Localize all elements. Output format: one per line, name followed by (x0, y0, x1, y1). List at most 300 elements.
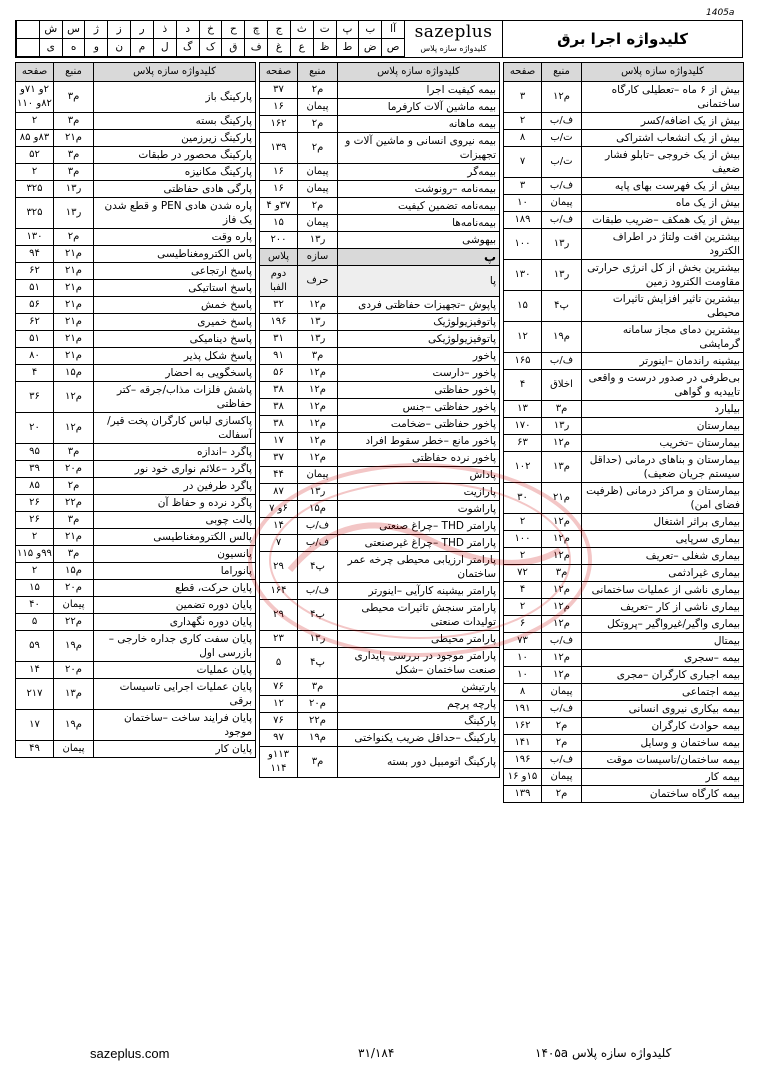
keyword-cell: بیمه کار (582, 769, 744, 786)
source-cell: م۱۲ (298, 416, 338, 433)
keyword-cell: بیمه کارگاه ساختمان (582, 786, 744, 803)
page-cell: ۲۹ (260, 552, 298, 583)
page-cell: ۱۸۹ (504, 212, 542, 229)
source-cell: م۱۲ (298, 450, 338, 467)
source-cell: م۲۰ (54, 580, 94, 597)
table-row (504, 650, 744, 667)
keyword-cell: پاکسازی لباس کارگران پخت قیر/آسفالت (94, 413, 256, 444)
source-cell: ر۱۳ (542, 229, 582, 260)
source-cell: ر۱۳ (298, 484, 338, 501)
keyword-cell: بیمه‌گر (338, 164, 500, 181)
table-row (16, 348, 256, 365)
page-cell: ۶و ۷ (260, 501, 298, 518)
keyword-cell: پاشش فلزات مذاب/جرقه –کتر حفاظتی (94, 382, 256, 413)
keyword-cell: پاخور نرده حفاظتی (338, 450, 500, 467)
keyword-cell: بیمه ماهانه (338, 116, 500, 133)
table-row (16, 198, 256, 229)
keyword-cell: پارکینگ اتومبیل دور بسته (338, 747, 500, 778)
keyword-table-left (15, 62, 256, 758)
page-cell: ۵۱ (16, 280, 54, 297)
keyword-cell: پایان فرایند ساخت –ساختمان موجود (94, 710, 256, 741)
source-cell: م۲۱ (54, 263, 94, 280)
table-row (16, 529, 256, 546)
table-row (260, 331, 500, 348)
page-cell: ۱۶۲ (504, 718, 542, 735)
source-cell: پ۴ (298, 552, 338, 583)
table-row (16, 297, 256, 314)
page-cell: ۱۶۲ (260, 116, 298, 133)
alphabet-letter[interactable]: ل (153, 39, 176, 57)
source-cell: ت/ب (542, 147, 582, 178)
page-cell: ۱۹۱ (504, 701, 542, 718)
keyword-cell: بیمه کیفیت اجرا (338, 82, 500, 99)
alphabet-letter[interactable]: ذ (153, 21, 176, 39)
page-cell: ۱۹۶ (260, 314, 298, 331)
table-row (16, 263, 256, 280)
table-row (504, 435, 744, 452)
page-cell: ۹۹و ۱۱۵ (16, 546, 54, 563)
table-row (504, 212, 744, 229)
alphabet-letter[interactable]: ح (221, 21, 244, 39)
page-title: کلیدواژه اجرا برق (503, 20, 743, 58)
page-cell: ۱۵ (260, 215, 298, 232)
keyword-cell: پایان کار (94, 741, 256, 758)
page-cell: ۱۹۶ (504, 752, 542, 769)
alphabet-letter[interactable]: ط (336, 39, 359, 57)
table-row (260, 730, 500, 747)
keyword-cell: بیمارستان و بناهای درمانی (حداقل سیستم جریان ضعیف) (582, 452, 744, 483)
table-row (260, 382, 500, 399)
keyword-cell: بیشترین بخش از کل انرژی حرارتی مقاومت الکترود زمین (582, 260, 744, 291)
page-cell: ۱۶۴ (260, 583, 298, 600)
table-row (260, 450, 500, 467)
section-header-row (260, 249, 500, 266)
source-cell: م۲۱ (54, 130, 94, 147)
header-keyword: کلیدواژه سازه پلاس (338, 63, 500, 82)
table-row (504, 130, 744, 147)
alphabet-letter[interactable]: م (130, 39, 153, 57)
keyword-table-right (503, 62, 744, 803)
keyword-cell: پانسیون (94, 546, 256, 563)
alphabet-letter[interactable]: پ (336, 21, 359, 39)
alphabet-letter[interactable]: ص (381, 39, 404, 57)
header-keyword: کلیدواژه سازه پلاس (582, 63, 744, 82)
source-cell: پیمان (298, 164, 338, 181)
alphabet-index (15, 20, 405, 58)
page-cell: ۲ (504, 514, 542, 531)
page-cell: ۱۳۹ (260, 133, 298, 164)
keyword-cell: بیمه –سجری (582, 650, 744, 667)
alphabet-letter[interactable]: ر (130, 21, 153, 39)
page-cell: ۹۷ (260, 730, 298, 747)
keyword-cell: بیمارستان و مراکز درمانی (ظرفیت فضای امن) (582, 483, 744, 514)
source-cell: ف/ب (298, 583, 338, 600)
page-cell: ۱۷ (260, 433, 298, 450)
source-cell: م۳ (298, 747, 338, 778)
keyword-cell: پارچه پرچم (338, 696, 500, 713)
table-row (16, 461, 256, 478)
keyword-cell: بیشترین دمای مجاز سامانه گرمایشی (582, 322, 744, 353)
keyword-cell: پارکینگ زیرزمین (94, 130, 256, 147)
alphabet-letter[interactable]: ش (39, 21, 62, 39)
table-row (16, 444, 256, 461)
keyword-cell: پایان سفت کاری جداره خارجی –بازرسی اول (94, 631, 256, 662)
page-cell: ۱۳۰ (16, 229, 54, 246)
keyword-cell: بیش از یک ماه (582, 195, 744, 212)
table-row (504, 483, 744, 514)
page-cell: ۲ (16, 563, 54, 580)
table-row (16, 113, 256, 130)
page-cell: ۸۰ (16, 348, 54, 365)
source-cell: م۱۹ (542, 322, 582, 353)
keyword-cell: بیش از یک فهرست بهای پایه (582, 178, 744, 195)
source-cell: م۳ (542, 401, 582, 418)
table-row (16, 365, 256, 382)
table-row (16, 130, 256, 147)
table-row (260, 365, 500, 382)
keyword-cell: بیماری سرپایی (582, 531, 744, 548)
page-cell: ۱۳۰ (504, 260, 542, 291)
keyword-cell: پارگی هادی حفاظتی (94, 181, 256, 198)
page-cell: ۱۷۰ (504, 418, 542, 435)
page-cell: ۷۶ (260, 713, 298, 730)
keyword-cell: بیمه اجباری کارگران –مجری (582, 667, 744, 684)
source-cell: م۱۲ (542, 650, 582, 667)
table-row (16, 314, 256, 331)
footer-doc-name: کلیدواژه سازه پلاس ۱۴۰۵a (535, 1046, 672, 1060)
brand-subtitle: کلیدواژه سازه پلاس (420, 44, 487, 53)
source-cell: پ۴ (542, 291, 582, 322)
table-row (16, 229, 256, 246)
page-cell: ۷ (260, 535, 298, 552)
alphabet-letter[interactable]: ت (313, 21, 336, 39)
keyword-cell: بیشترین تاثیر افزایش تاثیرات محیطی (582, 291, 744, 322)
page-cell: ۲۰۰ (260, 232, 298, 249)
table-row (504, 452, 744, 483)
page-cell: ۱۷ (16, 710, 54, 741)
table-row (504, 401, 744, 418)
table-row (16, 413, 256, 444)
table-row (16, 512, 256, 529)
page-cell: ۳۸ (260, 399, 298, 416)
keyword-cell: پایان حرکت، قطع (94, 580, 256, 597)
table-row (504, 195, 744, 212)
keyword-cell: بیمارستان –تخریب (582, 435, 744, 452)
keyword-cell: پاتوفیزیولوژیکی (338, 331, 500, 348)
keyword-cell: بیش از یک همکف –ضریب طبقات (582, 212, 744, 229)
alphabet-letter[interactable]: آا (381, 21, 404, 39)
page-cell: ۱۰۰ (504, 229, 542, 260)
table-row (260, 215, 500, 232)
page-cell: ۲ (16, 113, 54, 130)
alphabet-letter[interactable]: ع (290, 39, 313, 57)
page-cell: ۱۶ (260, 99, 298, 116)
table-row (504, 701, 744, 718)
keyword-cell: بیشترین افت ولتاژ در اطراف الکترود (582, 229, 744, 260)
alphabet-letter[interactable]: د (176, 21, 199, 39)
table-row (504, 565, 744, 582)
source-cell: م۲ (542, 718, 582, 735)
page-cell: ۱۰ (504, 667, 542, 684)
keyword-cell: بیماری شغلی –تعریف (582, 548, 744, 565)
source-cell: پیمان (298, 181, 338, 198)
table-row (504, 531, 744, 548)
source-cell: پیمان (542, 684, 582, 701)
page-cell: ۵۶ (260, 365, 298, 382)
page-cell: ۴۹ (16, 741, 54, 758)
table-row (260, 348, 500, 365)
table-row (260, 501, 500, 518)
table-row (504, 113, 744, 130)
table-row (504, 667, 744, 684)
page-cell: ۶۳ (504, 435, 542, 452)
page-cell: ۱۲ (260, 696, 298, 713)
source-cell: م۲ (298, 82, 338, 99)
source-cell: پیمان (542, 195, 582, 212)
alphabet-letter[interactable]: ث (290, 21, 313, 39)
alphabet-letter[interactable]: چ (244, 21, 267, 39)
page-cell: ۵۶ (16, 297, 54, 314)
source-cell: اخلاق (542, 370, 582, 401)
page-cell: ۳۲ (260, 297, 298, 314)
source-cell: م۱۳ (54, 679, 94, 710)
page-cell: ۴ (504, 582, 542, 599)
source-cell: ف/ب (298, 518, 338, 535)
source-cell: م۲ (542, 786, 582, 803)
source-cell: م۲ (54, 478, 94, 495)
alphabet-letter[interactable]: ب (358, 21, 381, 39)
alphabet-letter[interactable]: س (62, 21, 85, 39)
source-cell: م۲۱ (54, 246, 94, 263)
table-row (260, 631, 500, 648)
table-row (16, 495, 256, 512)
source-cell: پیمان (298, 215, 338, 232)
page-cell: ۱۶ (260, 164, 298, 181)
page-cell: ۱۶ (260, 181, 298, 198)
page-cell: ۶ (504, 616, 542, 633)
section-subheader-row (260, 266, 500, 297)
table-row (504, 582, 744, 599)
keyword-cell: پارامتر سنجش تاثیرات محیطی تولیدات صنعتی (338, 600, 500, 631)
alphabet-letter[interactable]: ج (267, 21, 290, 39)
table-row (504, 418, 744, 435)
page-cell: ۱۰۰ (504, 531, 542, 548)
source-cell: م۱۲ (542, 531, 582, 548)
page-cell: ۱۰ (504, 650, 542, 667)
keyword-cell: پاگرد نرده و حفاظ آن (94, 495, 256, 512)
alphabet-letter[interactable]: ی (39, 39, 62, 57)
page-cell: ۳۹ (16, 461, 54, 478)
page-cell: ۳۰ (504, 483, 542, 514)
keyword-cell: پاسخ استاتیکی (94, 280, 256, 297)
keyword-cell: پارکینگ باز (94, 82, 256, 113)
table-row (16, 662, 256, 679)
keyword-cell: بیش از یک انشعاب اشتراکی (582, 130, 744, 147)
keyword-cell: بیمتال (582, 633, 744, 650)
table-row (504, 786, 744, 803)
source-cell: ت/ب (542, 130, 582, 147)
keyword-cell: پاره شدن هادی PEN و قطع شدن یک فاز (94, 198, 256, 229)
table-row (504, 322, 744, 353)
alphabet-letter[interactable]: ف (244, 39, 267, 57)
table-row (260, 133, 500, 164)
keyword-cell: پاخور حفاظتی (338, 382, 500, 399)
table-row (260, 648, 500, 679)
alphabet-letter[interactable]: خ (199, 21, 222, 39)
page-cell: ۳ (504, 82, 542, 113)
table-row (260, 484, 500, 501)
source-cell: م۲ (54, 229, 94, 246)
page-cell: ۱۶۵ (504, 353, 542, 370)
table-row (504, 735, 744, 752)
table-row (260, 518, 500, 535)
table-row (260, 583, 500, 600)
page-cell: ۳۱ (260, 331, 298, 348)
table-row (16, 741, 256, 758)
keyword-cell: بیمه اجتماعی (582, 684, 744, 701)
alphabet-letter[interactable]: ظ (313, 39, 336, 57)
page-cell: ۶۲ (16, 314, 54, 331)
table-row (260, 297, 500, 314)
table-row (504, 178, 744, 195)
table-row (16, 679, 256, 710)
alphabet-letter[interactable]: ق (221, 39, 244, 57)
table-row (260, 164, 500, 181)
keyword-cell: پارکینگ –حداقل ضریب یکنواختی (338, 730, 500, 747)
table-row (16, 164, 256, 181)
keyword-cell: بیماری غیرادثمی (582, 565, 744, 582)
keyword-cell: پاسخ خمش (94, 297, 256, 314)
page-cell: ۵ (260, 648, 298, 679)
table-row (16, 246, 256, 263)
keyword-cell: بیمارستان (582, 418, 744, 435)
source-cell: م۱۲ (542, 435, 582, 452)
table-row (260, 314, 500, 331)
page-cell: ۹۴ (16, 246, 54, 263)
page-cell: ۱۰ (504, 195, 542, 212)
keyword-cell: بیمه نیروی انسانی و ماشین آلات و تجهیزات (338, 133, 500, 164)
source-cell: م۲۰ (54, 461, 94, 478)
source-cell: م۱۹ (54, 710, 94, 741)
table-row (260, 181, 500, 198)
keyword-cell: پاس الکترومغناطیسی (94, 246, 256, 263)
page-cell: ۴ (16, 365, 54, 382)
keyword-cell: بیماری ناشی از عملیات ساختمانی (582, 582, 744, 599)
table-row (504, 548, 744, 565)
alphabet-letter[interactable]: ز (107, 21, 130, 39)
table-row (504, 82, 744, 113)
page-cell: ۹۵ (16, 444, 54, 461)
source-cell: پیمان (298, 99, 338, 116)
table-row (16, 147, 256, 164)
table-row (260, 679, 500, 696)
alphabet-cell (16, 21, 39, 39)
source-cell: م۱۹ (54, 631, 94, 662)
source-cell: م۳ (54, 164, 94, 181)
page-cell: ۴۰ (16, 597, 54, 614)
source-cell: م۱۵ (54, 365, 94, 382)
keyword-cell: بیهوشی (338, 232, 500, 249)
alphabet-letter[interactable]: گ (176, 39, 199, 57)
table-row (16, 181, 256, 198)
keyword-cell: پارکینگ مکانیزه (94, 164, 256, 181)
source-cell: م۳ (298, 679, 338, 696)
keyword-cell: پاسخ خمیری (94, 314, 256, 331)
document-code: 1405a (706, 8, 735, 18)
source-cell: ف/ب (542, 212, 582, 229)
page-cell: ۳ (504, 178, 542, 195)
alphabet-letter[interactable]: ژ (84, 21, 107, 39)
page-cell: ۱۵ (16, 580, 54, 597)
source-cell: پ۴ (298, 600, 338, 631)
source-cell: پیمان (54, 741, 94, 758)
keyword-cell: پاسخگویی به احضار (94, 365, 256, 382)
alphabet-letter[interactable]: ه (62, 39, 85, 57)
source-cell: م۳ (54, 147, 94, 164)
source-cell: م۳ (54, 546, 94, 563)
keyword-cell: پاداش (338, 467, 500, 484)
table-row (260, 99, 500, 116)
keyword-cell: پاخور (338, 348, 500, 365)
keyword-cell: پاگرد طرفین در (94, 478, 256, 495)
keyword-cell: پارامتر محیطی (338, 631, 500, 648)
keyword-cell: بیمه ماشین آلات کارفرما (338, 99, 500, 116)
alphabet-letter[interactable]: و (84, 39, 107, 57)
page-cell: ۳۲۵ (16, 181, 54, 198)
source-cell: پیمان (298, 467, 338, 484)
keyword-cell: بیلیارد (582, 401, 744, 418)
keyword-cell: پاخور حفاظتی –جنس (338, 399, 500, 416)
keyword-cell: پارکینگ محصور در طبقات (94, 147, 256, 164)
table-row (16, 546, 256, 563)
table-row (260, 552, 500, 583)
source-cell: م۱۵ (54, 563, 94, 580)
table-row (16, 614, 256, 631)
source-cell: م۲۱ (54, 348, 94, 365)
source-cell: پ۴ (298, 648, 338, 679)
source-cell: م۱۲ (542, 514, 582, 531)
alphabet-letter[interactable]: ک (199, 39, 222, 57)
source-cell: م۱۲ (542, 82, 582, 113)
table-row (260, 82, 500, 99)
table-row (16, 331, 256, 348)
alphabet-letter[interactable]: ن (107, 39, 130, 57)
source-cell: م۳ (298, 348, 338, 365)
keyword-cell: پاگرد –علائم نواری خود نور (94, 461, 256, 478)
keyword-cell: پالس الکترومغناطیسی (94, 529, 256, 546)
table-row (504, 260, 744, 291)
page-cell: ۳۸ (260, 416, 298, 433)
source-cell: م۲۱ (54, 529, 94, 546)
keyword-cell: پارتیشن (338, 679, 500, 696)
table-row (504, 353, 744, 370)
source-cell: م۱۵ (298, 501, 338, 518)
source-cell: م۱۲ (298, 365, 338, 382)
source-cell: ف/ب (542, 353, 582, 370)
footer-page-number: ۳۱/۱۸۴ (358, 1046, 395, 1060)
source-cell: ف/ب (542, 178, 582, 195)
keyword-cell: پارکینگ (338, 713, 500, 730)
source-cell: م۱۲ (298, 297, 338, 314)
page-cell: ۳۷و ۴ (260, 198, 298, 215)
alphabet-letter[interactable]: ض (358, 39, 381, 57)
source-cell: م۳ (54, 82, 94, 113)
source-cell: م۳ (54, 113, 94, 130)
alphabet-letter[interactable]: غ (267, 39, 290, 57)
keyword-cell: پاخور مانع –خطر سقوط افراد (338, 433, 500, 450)
table-row (260, 416, 500, 433)
source-cell: م۲۱ (54, 280, 94, 297)
